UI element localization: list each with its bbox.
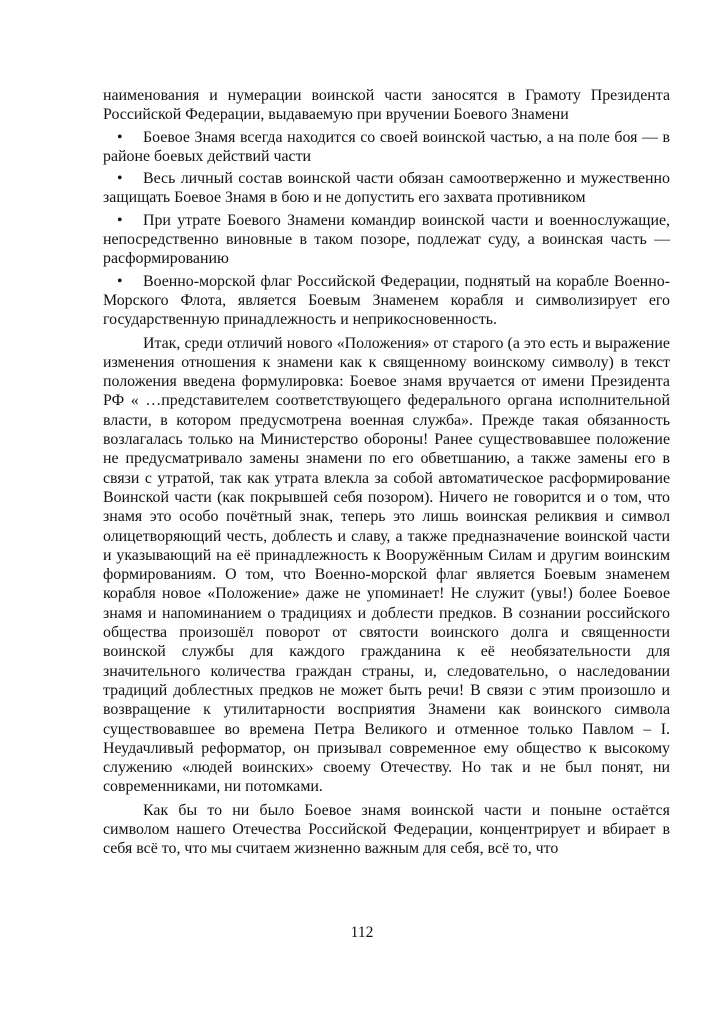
document-page <box>103 86 670 859</box>
continuation-paragraph: наименования и нумерации воинской части заносятся в Грамоту Президента Российской Федерации, выдаваемую при вручении Боевого Знамени <box>103 87 670 124</box>
bullet-item <box>103 169 670 208</box>
bullet-text: Весь личный состав воинской части обязан самоотверженно и мужественно защищать Боевое Знамя в бою и не допустить его захвата противником <box>103 170 670 207</box>
body-paragraph: Итак, среди отличий нового «Положения» от старого (а это есть и выражение изменения отношения к знамени как к священному воинскому символу) в текст положения введена формулировка: Боевое знамя вручается от имени Президента РФ « …представителем соответствующего федерального органа исполнительной власти, в котором предусмотрена военная служба». Прежде такая обязанность возлагалась только на Министерство обороны! Ранее существовавшее положение не предусматривало замены знамени по его обветшанию, а также замены его в связи с утратой, так как утрата влекла за собой автоматическое расформирование Воинской части (как покрывшей себя позором). Ничего не говорится и о том, что знамя это особо почётный знак, теперь это лишь воинская реликвия и символ олицетворяющий честь, доблесть и славу, а также предназначение воинской части и указывающий на её принадлежность к Вооружённым Силам и другим воинским формированиям. О том, что Военно-морской флаг является Боевым знаменем корабля новое «Положение» даже не упоминает! Не служит (увы!) более Боевое знамя и напоминанием о традициях и доблести предков. В сознании российского общества произошёл поворот от святости воинского долга и священности воинской службы для каждого гражданина к её необязательности для значительного количества граждан страны, и, следовательно, о наследовании традиций доблестных предков не может быть речи! В связи с этим произошло и возвращение к утилитарности восприятия Знамени как воинского символа существовавшее во времена Петра Великого и отменное только Павлом – I. Неудачливый реформатор, он призывал современное ему общество к высокому служению «людей воинских» своему Отечеству. Но так и не был понят, ни современниками, ни потомками. <box>103 334 670 796</box>
page-number: 112 <box>350 924 374 941</box>
bullet-text: Боевое Знамя всегда находится со своей воинской частью, а на поле боя — в районе боевых действий части <box>103 128 670 165</box>
bullet-dot-icon: • <box>117 272 123 290</box>
bullet-dot-icon: • <box>117 211 123 229</box>
bullet-text: При утрате Боевого Знамени командир воинской части и военнослужащие, непосредственно виновные в таком позоре, подлежат суду, а воинская часть — расформированию <box>103 211 670 268</box>
body-paragraph: Как бы то ни было Боевое знамя воинской части и поныне остаётся символом нашего Отечества Российской Федерации, концентрирует и вбирает в себя всё то, что мы считаем жизненно важным для себя, всё то, что <box>103 801 670 858</box>
bullet-item <box>103 211 670 269</box>
bullet-item <box>103 128 670 167</box>
bullet-item <box>103 272 670 330</box>
bullet-text: Военно-морской флаг Российской Федерации, поднятый на корабле Военно-Морского Флота, является Боевым Знаменем корабля и символизирует его государственную принадлежность и неприкосновенность. <box>103 272 670 329</box>
bullet-dot-icon: • <box>117 170 123 188</box>
bullet-dot-icon: • <box>117 128 123 146</box>
